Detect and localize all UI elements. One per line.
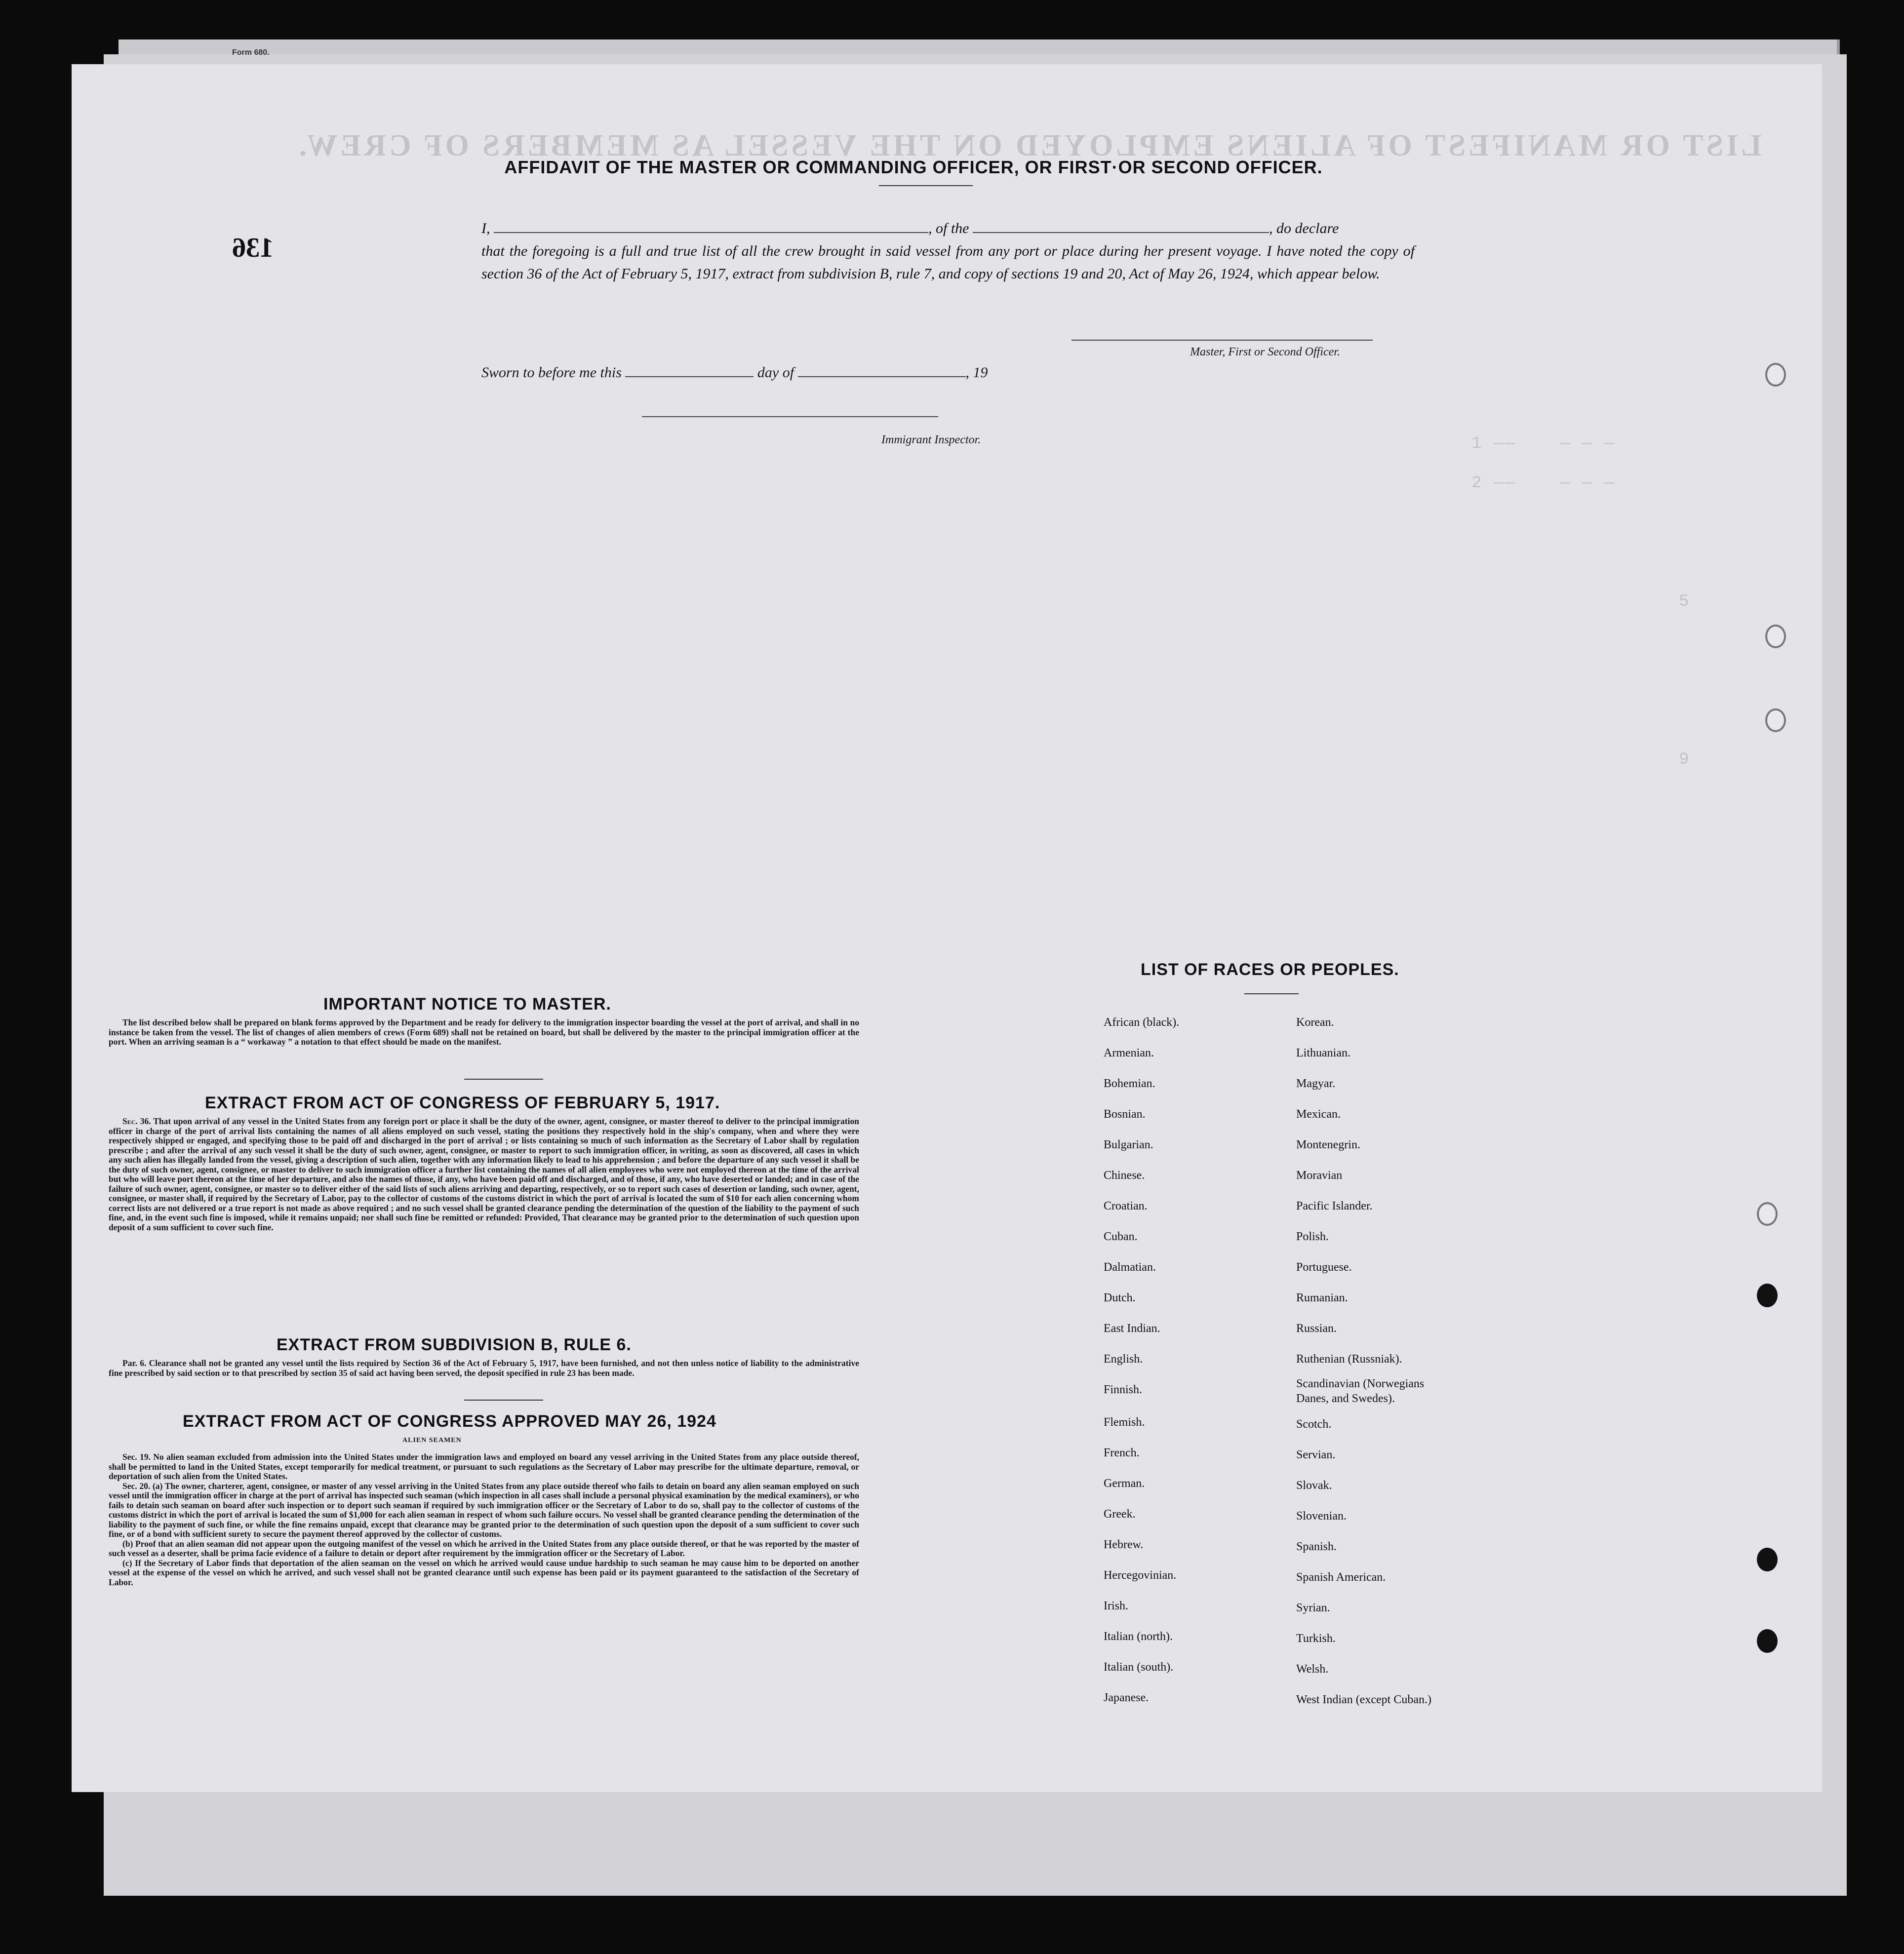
affidavit-line1-a: I,	[481, 220, 490, 236]
sec-20b-text: (b) Proof that an alien seaman did not appear upon the outgoing manifest of the vessel on which he arrived in the United States from any place outside thereof, or that he was reported by the master of such vessel as a deserter, shall be prima facie evidence of a failure to detain or deport after requirement by the immigration officer or the Secretary of Labor.	[109, 1538, 859, 1558]
race-item: Korean.	[1296, 1016, 1334, 1029]
race-item: Scotch.	[1296, 1418, 1332, 1431]
extract-1917-text	[109, 1117, 859, 1232]
race-item: Japanese.	[1104, 1691, 1149, 1704]
race-item: Servian.	[1296, 1448, 1336, 1461]
divider	[464, 1079, 543, 1080]
divider	[879, 185, 973, 186]
race-item: Italian (north).	[1104, 1630, 1173, 1643]
race-item: Rumanian.	[1296, 1291, 1348, 1304]
race-item: Croatian.	[1104, 1200, 1148, 1212]
race-item: Magyar.	[1296, 1077, 1336, 1090]
important-notice-title: IMPORTANT NOTICE TO MASTER.	[323, 995, 611, 1014]
extract-1917-title: EXTRACT FROM ACT OF CONGRESS OF FEBRUARY 5, 1917.	[205, 1094, 720, 1112]
race-item: Polish.	[1296, 1230, 1329, 1243]
alien-seamen-subtitle: ALIEN SEAMEN	[402, 1437, 462, 1444]
sworn-line	[481, 364, 988, 381]
sworn-a: Sworn to before me this	[481, 364, 622, 381]
race-item: Mexican.	[1296, 1108, 1341, 1121]
binder-hole	[1765, 625, 1786, 648]
race-item: Montenegrin.	[1296, 1138, 1360, 1151]
race-item: Bohemian.	[1104, 1077, 1155, 1090]
affidavit-line1-c: , do declare	[1269, 220, 1339, 236]
sec-20a-text: Sec. 20. (a) The owner, charterer, agent, consignee, or master of any vessel arriving in the United States from any place outside thereof who fails to detain on board any alien seaman employed on such vessel until the immigration officer in charge at the port of arrival has inspected such seaman (which inspection in all cases shall include a personal physical examination by the medical examiners), or who fails to detain such seaman on board after such inspection or to deport such seaman if required by such immigration officer or the Secretary of Labor to do so, shall pay to the collector of customs of the customs district in which the port of arrival is located the sum of $1,000 for each alien seaman in respect of whom such failure occurs. No vessel shall be granted clearance pending the determination of the liability to the payment of such fine, or while the fine remains unpaid, except that clearance may be granted prior to the determination of such question upon the deposit of a sum sufficient to cover such fine, or of a bond with sufficient surety to secure the payment thereof approved by the collector of customs.	[109, 1481, 859, 1539]
race-item: Ruthenian (Russniak).	[1296, 1353, 1402, 1366]
race-item: Hebrew.	[1104, 1538, 1144, 1551]
extract-rule6-text: Par. 6. Clearance shall not be granted any vessel until the lists required by Section 36 of the Act of February 5, 1917, have been furnished, and not then unless notice of liability to the administrative fine prescribed by said section or to that prescribed by section 35 of said act having been served, the deposit specified in rule 23 has been made.	[109, 1358, 859, 1378]
master-name-field	[494, 220, 928, 233]
race-item: Turkish.	[1296, 1632, 1336, 1645]
race-item: Lithuanian.	[1296, 1047, 1350, 1059]
bleed-through-row: 1 —— — — —	[1471, 434, 1616, 453]
vessel-name-field	[973, 220, 1269, 233]
important-notice-text: The list described below shall be prepared on blank forms approved by the Department and be ready for delivery to the immigration inspector boarding the vessel at the port of arrival, and shall in no instance be taken from the vessel. The list of changes of alien members of crews (Form 689) shall not be retained on board, but shall be delivered by the master to the principal immigration officer at the port. When an arriving seaman is a “ workaway ” a notation to that effect should be made on the manifest.	[109, 1017, 859, 1047]
sworn-day-field	[625, 364, 754, 377]
binder-hole	[1757, 1548, 1778, 1571]
extract-rule6-title: EXTRACT FROM SUBDIVISION B, RULE 6.	[277, 1335, 632, 1354]
race-item: Greek.	[1104, 1508, 1136, 1521]
bleed-through-row: 2 —— — — —	[1471, 474, 1616, 493]
race-item: Pacific Islander.	[1296, 1200, 1373, 1212]
race-item: Irish.	[1104, 1600, 1128, 1612]
race-item: Russian.	[1296, 1322, 1337, 1335]
affidavit-line1-b: , of the	[928, 220, 969, 236]
binder-hole	[1765, 708, 1786, 732]
sworn-month-field	[798, 364, 966, 377]
sworn-b: day of	[757, 364, 794, 381]
sec-19-text: Sec. 19. No alien seaman excluded from admission into the United States under the immigration laws and employed on board any vessel arriving in the United States from any place outside thereof, shall be permitted to land in the United States, except temporarily for medical treatment, or pursuant to such regulations as the Secretary of Labor may prescribe for the ultimate departure, removal, or deportation of such alien from the United States.	[109, 1452, 859, 1481]
race-item: East Indian.	[1104, 1322, 1160, 1335]
extract-1924-title: EXTRACT FROM ACT OF CONGRESS APPROVED MAY 26, 1924	[183, 1412, 716, 1431]
affidavit-text: that the foregoing is a full and true list of all the crew brought in said vessel from any port or place during her present voyage. I have noted the copy of section 36 of the Act of February 5, 1917, extract from subdivision B, rule 7, and copy of sections 19 and 20, Act of May 26, 1924, which appear below.	[481, 243, 1415, 282]
race-item: Italian (south).	[1104, 1661, 1174, 1674]
race-item: Spanish.	[1296, 1540, 1337, 1553]
race-item: Cuban.	[1104, 1230, 1138, 1243]
race-item: African (black).	[1104, 1016, 1180, 1029]
race-item: Slovak.	[1296, 1479, 1332, 1492]
race-item: Welsh.	[1296, 1663, 1329, 1676]
race-item: Moravian	[1296, 1169, 1343, 1182]
race-item: West Indian (except Cuban.)	[1296, 1693, 1431, 1706]
race-item: Finnish.	[1104, 1383, 1143, 1396]
race-item: Spanish American.	[1296, 1571, 1386, 1584]
race-item: English.	[1104, 1353, 1143, 1366]
race-item: Dutch.	[1104, 1291, 1136, 1304]
sec-36-text: That upon arrival of any vessel in the United States from any foreign port or place it shall be the duty of the owner, agent, consignee, or master thereof to deliver to the principal immigration officer in charge of the port of arrival lists containing the names of all aliens employed on such vessel, stating the positions they respectively hold in the ship's company, when and where they were respectively shipped or engaged, and specifying those to be paid off and discharged in the port of arrival ; or lists containing so much of such information as the Secretary of Labor shall by regulation prescribe ; and after the arrival of any such vessel it shall be the duty of such owner, agent, consignee, or master to report to such immigration officer, in writing, as soon as discovered, all cases in which any such alien has illegally landed from the vessel, giving a description of such alien, together with any information likely to lead to his apprehension ; and before the departure of any such vessel it shall be the duty of such owner, agent, consignee, or master to deliver to such immigration officer a further list containing the names of all alien employees who were not employed thereon at the time of the arrival but who will leave port thereon at the time of her departure, and also the names of those, if any, who have been paid off and discharged, and of those, if any, who have deserted or landed; and in case of the failure of such owner, agent, consignee, or master so to deliver either of the said lists of such aliens arriving and departing, respectively, or so to report such cases of desertion or landing, such owner, agent, consignee, or master shall, if required by the Secretary of Labor, pay to the collector of customs of the customs district in which the port of arrival is located the sum of $10 for each alien concerning whom correct lists are not delivered or a true report is not made as above required ; and no such vessel shall be granted clearance pending the determination of the question of the liability to the payment of such fine, and, in the event such fine is imposed, while it remains unpaid; nor shall such fine be remitted or refunded: Provided, That clearance may be granted prior to the determination of such question upon deposit of a sum sufficient to cover such fine.	[109, 1116, 859, 1232]
race-item: Hercegovinian.	[1104, 1569, 1177, 1582]
race-item: Bosnian.	[1104, 1108, 1146, 1121]
race-item: Slovenian.	[1296, 1510, 1347, 1523]
binder-hole	[1757, 1629, 1778, 1653]
extract-1924-text	[109, 1452, 859, 1587]
race-item: Syrian.	[1296, 1602, 1330, 1614]
race-item: Armenian.	[1104, 1047, 1154, 1059]
sworn-c: , 19	[965, 364, 988, 381]
binder-hole	[1765, 363, 1786, 387]
divider	[1244, 993, 1299, 994]
races-left-column	[1104, 1007, 1179, 1713]
race-item: Portuguese.	[1296, 1261, 1352, 1274]
race-item: Flemish.	[1104, 1416, 1145, 1429]
inspector-signature-line	[642, 416, 938, 417]
races-right-column	[1296, 1007, 1431, 1715]
race-item: German.	[1104, 1477, 1145, 1490]
signature-line	[1071, 340, 1373, 341]
affidavit-body	[481, 217, 1415, 285]
bleed-through-title: LIST OR MANIFEST OF ALIENS EMPLOYED ON THE VESSEL AS MEMBERS OF CREW.	[296, 129, 1762, 162]
inspector-label: Immigrant Inspector.	[881, 433, 981, 446]
race-item: Chinese.	[1104, 1169, 1145, 1182]
divider	[464, 1400, 543, 1401]
race-item: French.	[1104, 1446, 1140, 1459]
bleed-through-row: 9	[1679, 750, 1690, 769]
race-item: Scandinavian (Norwegians Danes, and Swedes).	[1296, 1377, 1425, 1405]
binder-hole	[1757, 1284, 1778, 1307]
sec-36-label: Sec. 36.	[122, 1116, 151, 1126]
signature-label: Master, First or Second Officer.	[1190, 346, 1340, 358]
race-item: Bulgarian.	[1104, 1138, 1153, 1151]
sec-20c-text: (c) If the Secretary of Labor finds that deportation of the alien seaman on the vessel on which he arrived would cause undue hardship to such seaman he may cause him to be deported on another vessel at the expense of the vessel on which he arrived, and such vessel shall not be granted clearance until such expense has been paid or its payment guaranteed to the satisfaction of the Secretary of Labor.	[109, 1558, 859, 1587]
form-number: Form 680.	[232, 48, 270, 57]
bleed-through-row: 5	[1679, 592, 1690, 611]
binder-hole	[1757, 1202, 1778, 1226]
page-number: 136	[232, 233, 274, 263]
affidavit-title: AFFIDAVIT OF THE MASTER OR COMMANDING OFFICER, OR FIRST·OR SECOND OFFICER.	[504, 157, 1323, 177]
races-title: LIST OF RACES OR PEOPLES.	[1141, 960, 1399, 979]
race-item: Dalmatian.	[1104, 1261, 1156, 1274]
